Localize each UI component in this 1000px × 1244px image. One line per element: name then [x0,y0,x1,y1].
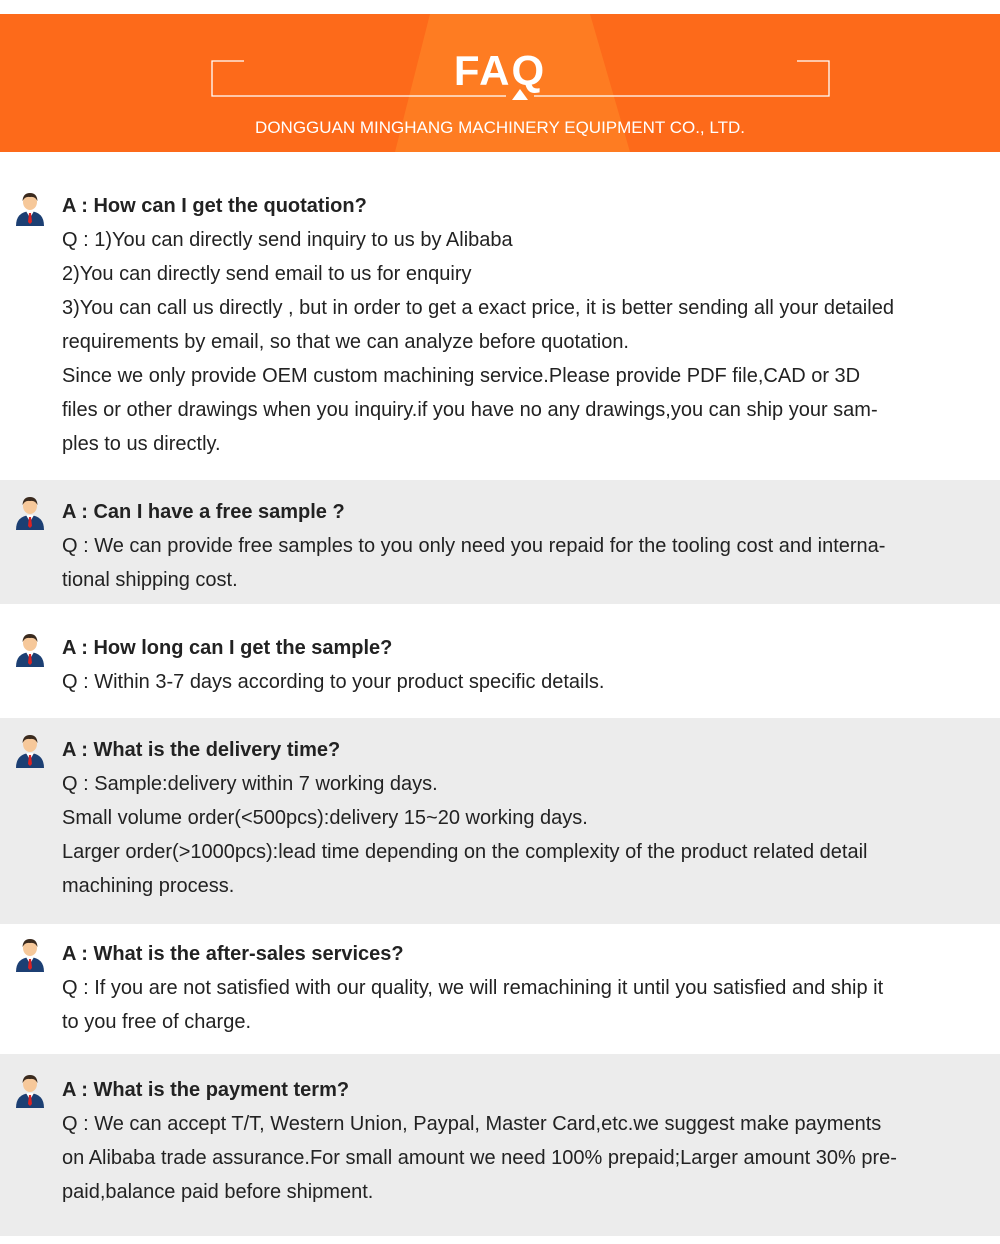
faq-item-sample-time [0,604,1000,718]
businessman-avatar-icon [13,631,47,667]
faq-item-free-sample [0,480,1000,604]
faq-question: A : How can I get the quotation? [62,195,367,217]
faq-answer-line: Larger order(>1000pcs):lead time depending on the complexity of the product related detail [62,841,868,863]
faq-answer-line: requirements by email, so that we can analyze before quotation. [62,331,629,353]
faq-answer-line: Q : We can provide free samples to you only need you repaid for the tooling cost and interna- [62,535,886,557]
faq-answer-line: machining process. [62,875,235,897]
faq-question: A : What is the after-sales services? [62,943,404,965]
faq-answer-line: ples to us directly. [62,433,221,455]
faq-answer-line: 3)You can call us directly , but in order to get a exact price, it is better sending all your detailed [62,297,894,319]
faq-question: A : Can I have a free sample ? [62,501,345,523]
faq-answer-line: Q : We can accept T/T, Western Union, Paypal, Master Card,etc.we suggest make payments [62,1113,882,1135]
company-name: DONGGUAN MINGHANG MACHINERY EQUIPMENT CO., LTD. [255,118,745,137]
faq-item-delivery-time [0,718,1000,924]
faq-answer-line: on Alibaba trade assurance.For small amount we need 100% prepaid;Larger amount 30% pre- [62,1147,897,1169]
faq-item-quotation [0,152,1000,478]
faq-answer-line: files or other drawings when you inquiry.if you have no any drawings,you can ship your sam- [62,399,878,421]
faq-answer-line: tional shipping cost. [62,569,238,591]
faq-item-payment-term [0,1054,1000,1236]
faq-answer-line: Q : Within 3-7 days according to your product specific details. [62,671,605,693]
faq-answer-line: Q : 1)You can directly send inquiry to us by Alibaba [62,229,513,251]
faq-answer-line: Small volume order(<500pcs):delivery 15~20 working days. [62,807,588,829]
businessman-avatar-icon [13,1072,47,1108]
faq-answer-line: paid,balance paid before shipment. [62,1181,374,1203]
faq-question: A : What is the delivery time? [62,739,341,761]
faq-question: A : What is the payment term? [62,1079,350,1101]
faq-item-after-sales [0,924,1000,1054]
businessman-avatar-icon [13,936,47,972]
businessman-avatar-icon [13,732,47,768]
faq-answer-line: Since we only provide OEM custom machining service.Please provide PDF file,CAD or 3D [62,365,861,387]
faq-question: A : How long can I get the sample? [62,637,393,659]
faq-answer-line: 2)You can directly send email to us for enquiry [62,263,472,285]
faq-answer-line: Q : Sample:delivery within 7 working days. [62,773,438,795]
faq-answer-line: Q : If you are not satisfied with our quality, we will remachining it until you satisfied and ship it [62,977,884,999]
businessman-avatar-icon [13,190,47,226]
page-title: FAQ [453,47,547,94]
businessman-avatar-icon [13,494,47,530]
faq-header-banner [0,14,1000,152]
faq-answer-line: to you free of charge. [62,1011,252,1033]
